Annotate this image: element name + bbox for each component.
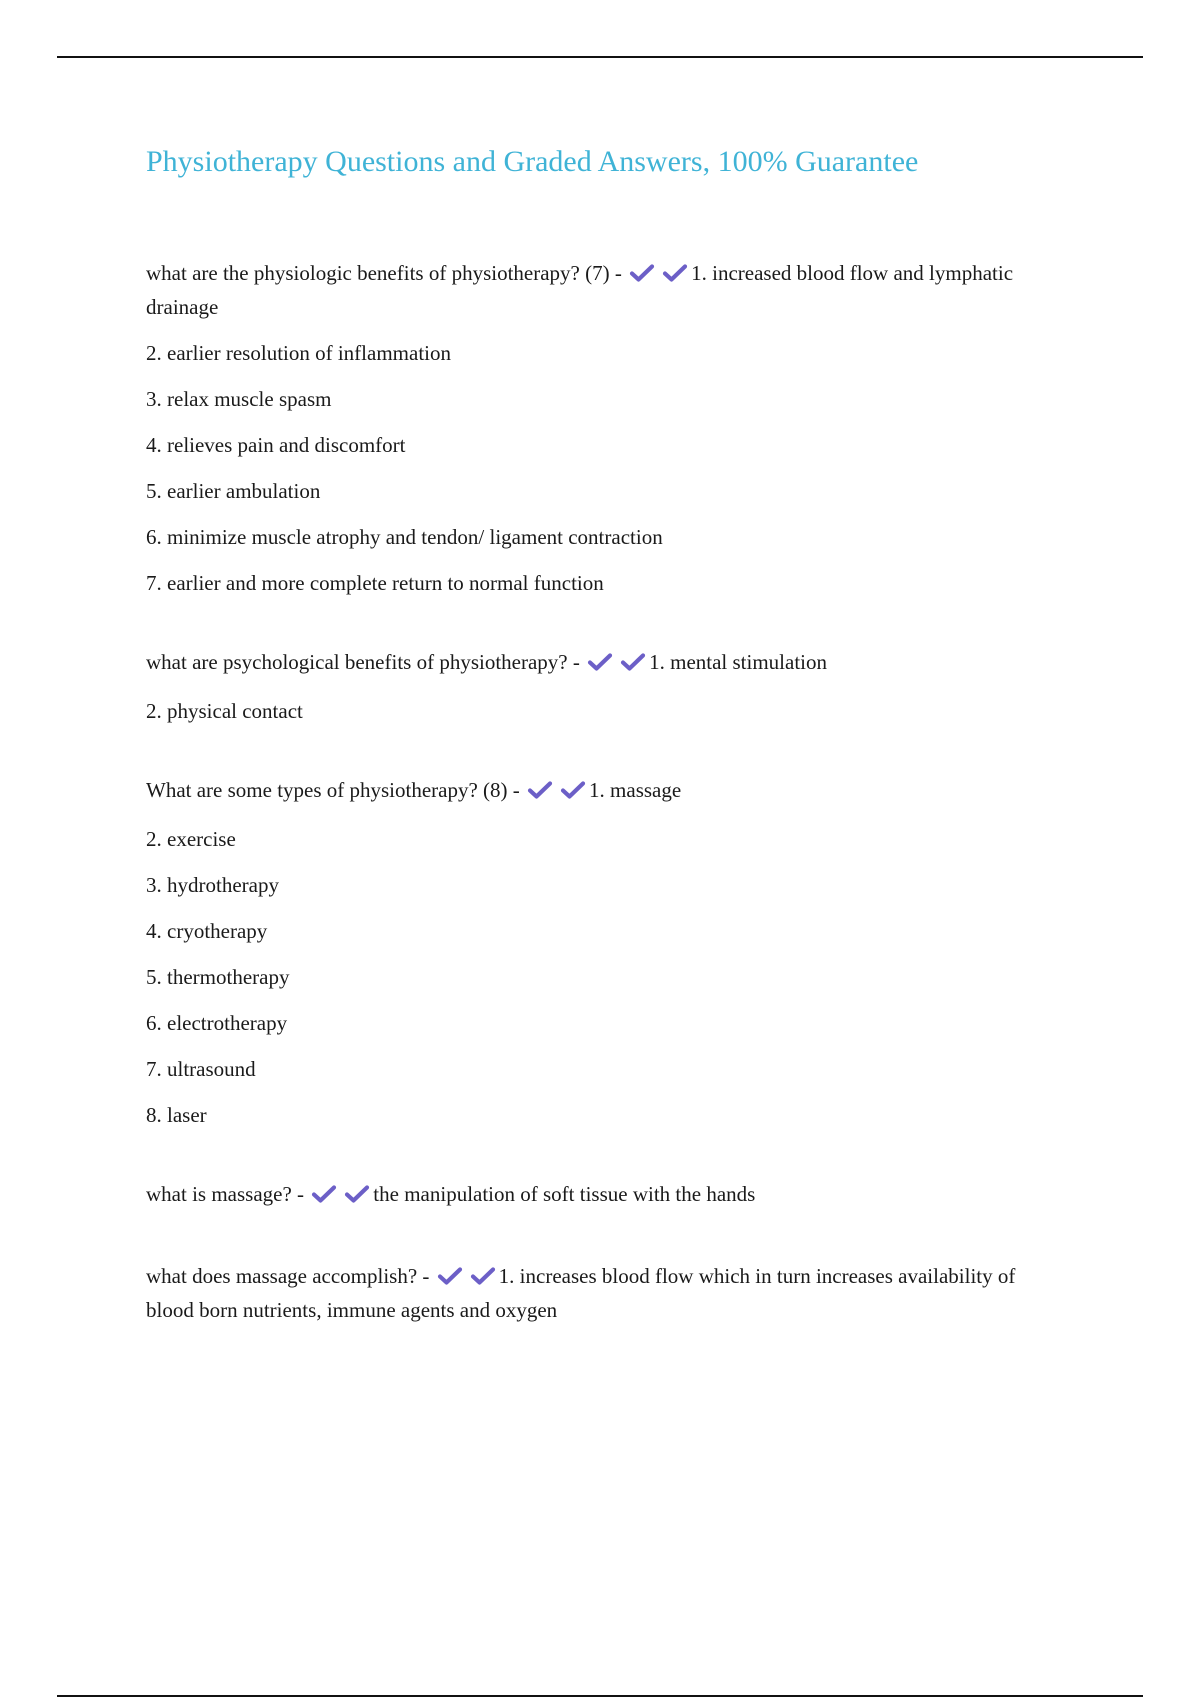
answer-list-item: 7. ultrasound (146, 1057, 256, 1081)
answer-text: 1. increases blood flow which in turn increases availability of blood born nutrients, immune agents and oxygen (146, 1264, 1016, 1322)
question-line (146, 258, 1056, 323)
qa-block (146, 1261, 1056, 1326)
question-line (146, 1179, 1056, 1213)
answer-checkmarks (311, 1182, 372, 1213)
check-icon (527, 780, 553, 800)
answer-checkmarks (587, 650, 648, 681)
answer-list-item: 5. earlier ambulation (146, 479, 321, 503)
question-line (146, 647, 1056, 681)
answer-list-item: 8. laser (146, 1103, 207, 1127)
answer-list-item: 3. hydrotherapy (146, 873, 279, 897)
question-text: what are psychological benefits of physiotherapy? - (146, 650, 580, 674)
answer-list-item: 6. electrotherapy (146, 1011, 288, 1035)
check-icon (437, 1266, 463, 1286)
question-line (146, 775, 1056, 809)
footer-rule (57, 1695, 1143, 1697)
question-text: what does massage accomplish? - (146, 1264, 430, 1288)
check-icon (311, 1184, 337, 1204)
check-icon (662, 263, 688, 283)
qa-block (146, 775, 1056, 1131)
qa-content (146, 258, 1056, 1374)
answer-checkmarks (629, 261, 690, 292)
check-icon (560, 780, 586, 800)
answer-text: the manipulation of soft tissue with the hands (373, 1182, 756, 1206)
answer-list-item: 7. earlier and more complete return to normal function (146, 571, 604, 595)
answer-list-item: 2. exercise (146, 827, 236, 851)
answer-list-item: 6. minimize muscle atrophy and tendon/ ligament contraction (146, 525, 663, 549)
answer-list-item: 2. earlier resolution of inflammation (146, 341, 451, 365)
answer-list-item: 4. cryotherapy (146, 919, 268, 943)
answer-list-item: 3. relax muscle spasm (146, 387, 332, 411)
answer-list-item: 5. thermotherapy (146, 965, 290, 989)
qa-block (146, 647, 1056, 727)
question-text: what is massage? - (146, 1182, 305, 1206)
check-icon (344, 1184, 370, 1204)
answer-list-item: 2. physical contact (146, 699, 303, 723)
question-line (146, 1261, 1056, 1326)
question-text: What are some types of physiotherapy? (8) - (146, 778, 520, 802)
question-text: what are the physiologic benefits of physiotherapy? (7) - (146, 261, 622, 285)
answer-list-item: 4. relieves pain and discomfort (146, 433, 406, 457)
page-title: Physiotherapy Questions and Graded Answers, 100% Guarantee (146, 145, 919, 178)
answer-text: 1. massage (589, 778, 682, 802)
qa-block (146, 1179, 1056, 1213)
check-icon (620, 652, 646, 672)
qa-block (146, 258, 1056, 599)
answer-checkmarks (527, 778, 588, 809)
check-icon (470, 1266, 496, 1286)
header-rule (57, 56, 1143, 58)
check-icon (587, 652, 613, 672)
answer-text: 1. mental stimulation (649, 650, 828, 674)
check-icon (629, 263, 655, 283)
answer-checkmarks (437, 1264, 498, 1295)
answer-text: 1. increased blood flow and lymphatic drainage (146, 261, 1014, 319)
